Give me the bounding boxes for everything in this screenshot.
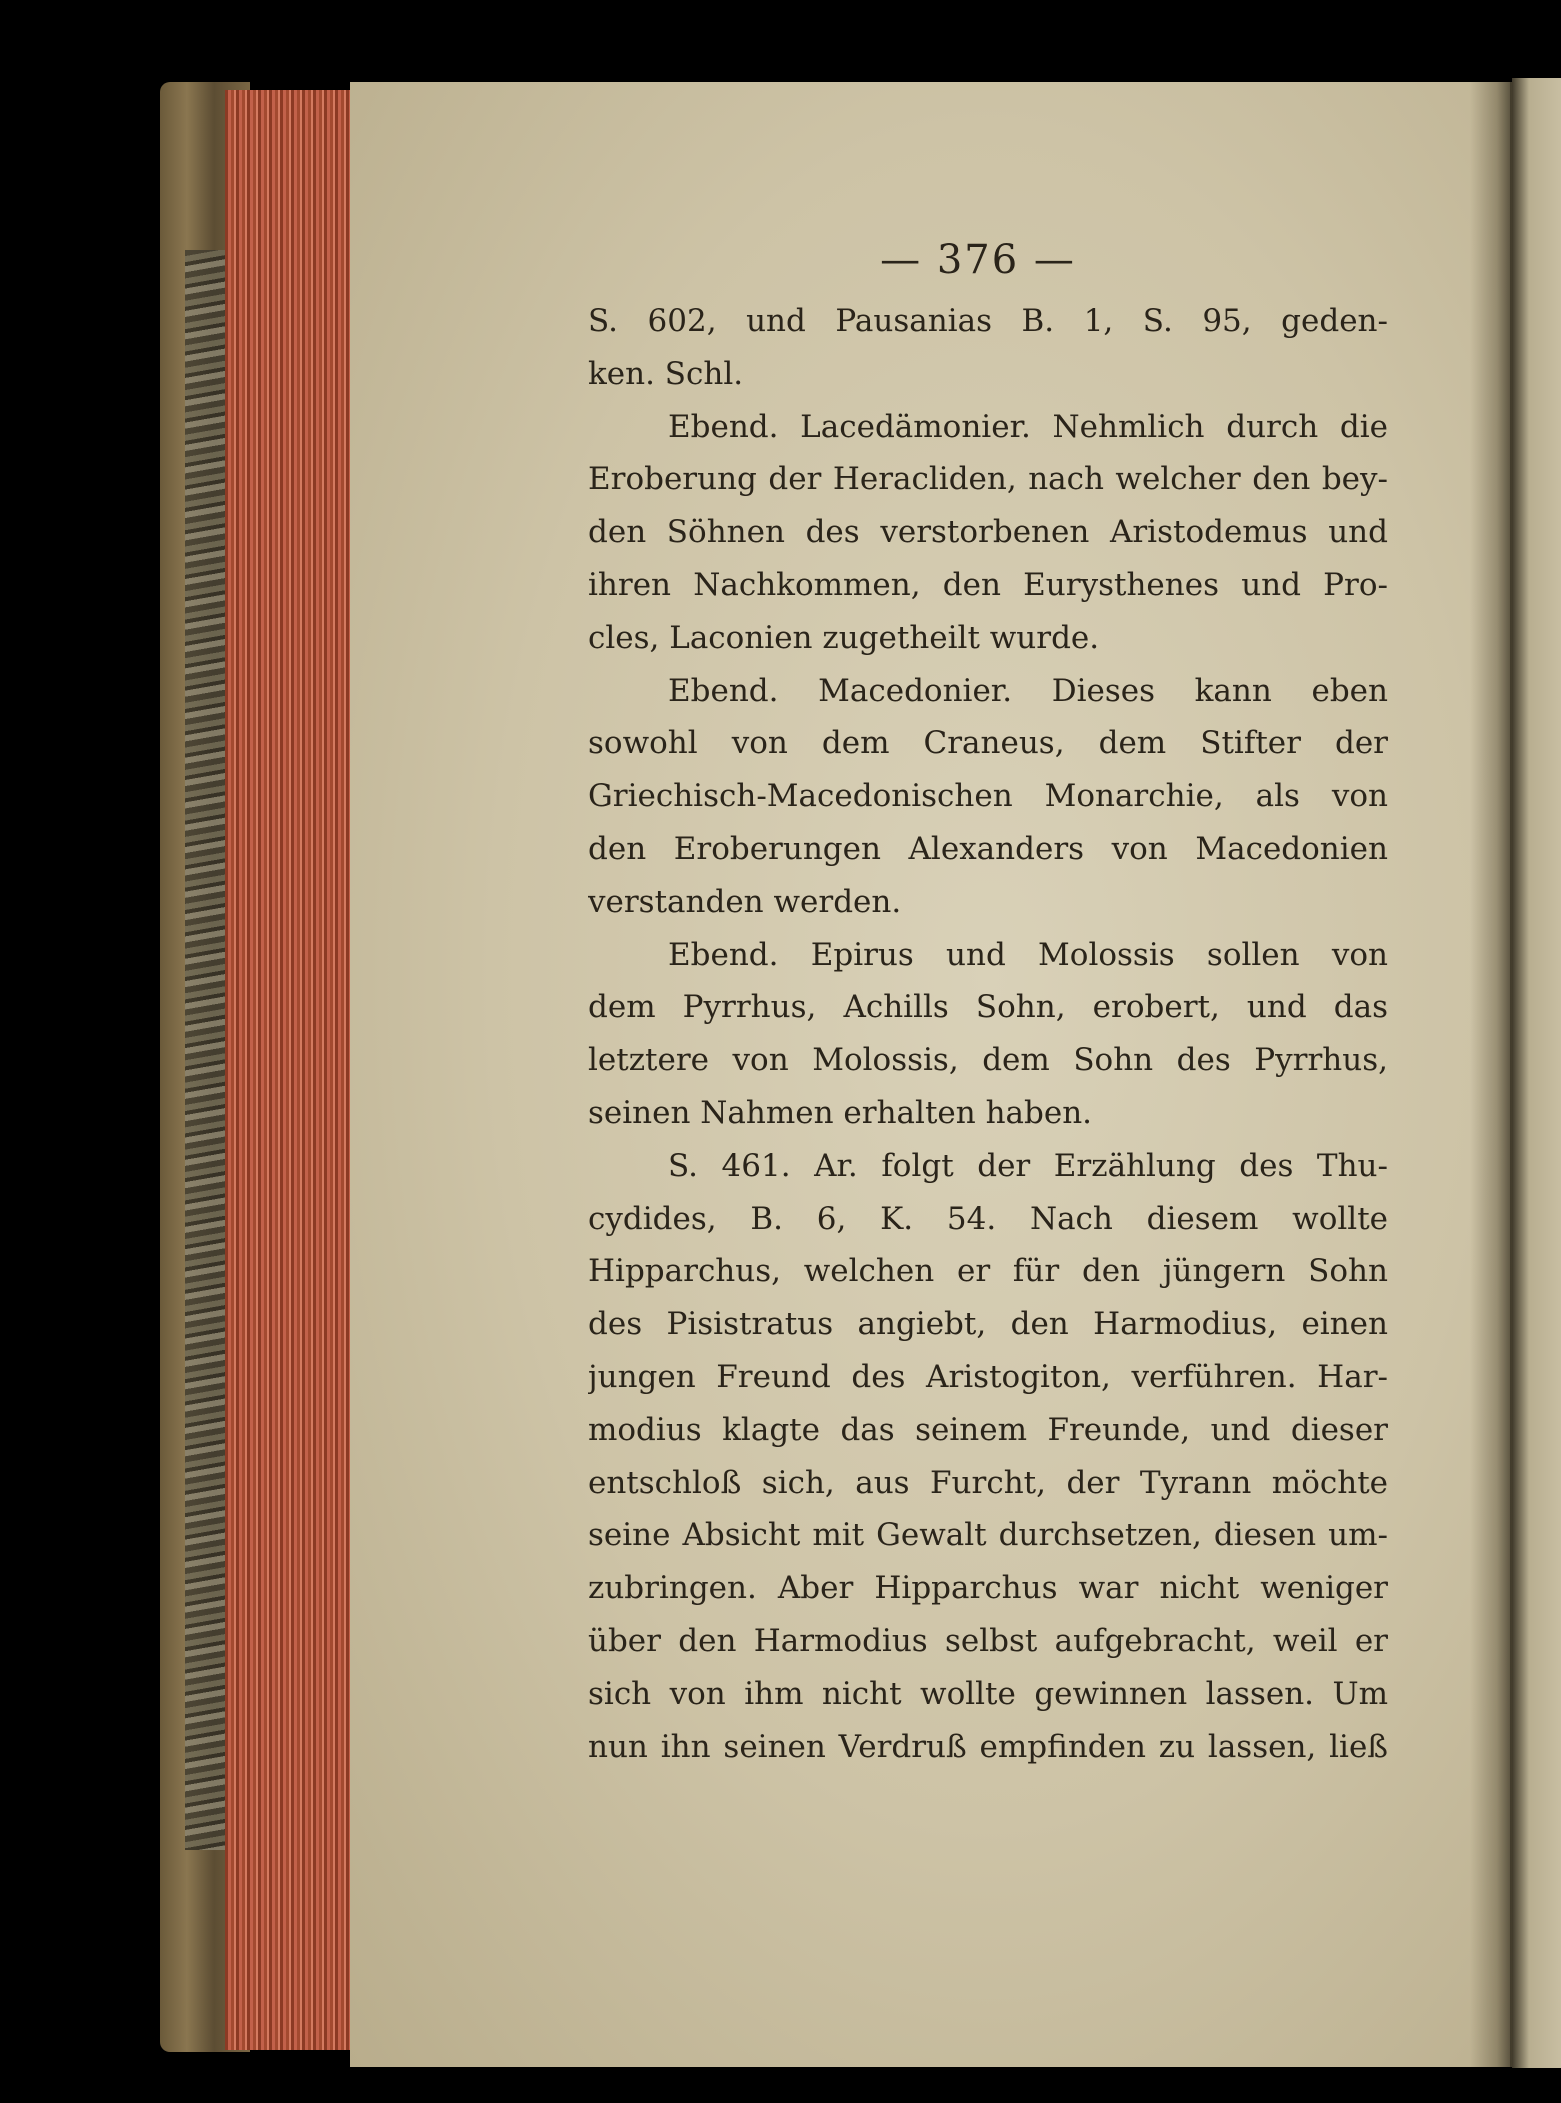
facing-page-edge [1512,78,1561,2068]
text-line: cles, Laconien zugetheilt wurde. [588,619,1100,656]
text-line: cydides, B. 6, K. 54. Nach diesem wollte [588,1200,1388,1237]
text-line: sowohl von dem Craneus, dem Stifter der [588,725,1388,762]
red-page-edges [225,90,359,2050]
text-line: Hipparchus, welchen er für den jüngern Sohn [588,1253,1388,1290]
text-line: Ebend. Epirus und Molossis sollen von [668,936,1388,973]
text-line: Ebend. Macedonier. Dieses kann eben [668,672,1388,709]
text-line: über den Harmodius selbst aufgebracht, weil er [588,1622,1388,1659]
text-line: Eroberung der Heracliden, nach welcher den bey- [588,461,1388,498]
page-gutter-shadow [1470,82,1515,2067]
text-line: S. 602, und Pausanias B. 1, S. 95, geden- [588,303,1388,339]
text-line: letztere von Molossis, dem Sohn des Pyrrhus, [588,1042,1388,1079]
text-line: des Pisistratus angiebt, den Harmodius, einen [588,1306,1388,1343]
text-line: Ebend. Lacedämonier. Nehmlich durch die [668,408,1388,445]
text-line: entschloß sich, aus Furcht, der Tyrann möchte [588,1464,1388,1501]
text-line: den Eroberungen Alexanders von Macedonien [588,830,1388,867]
text-line: sich von ihm nicht wollte gewinnen lassen. Um [588,1675,1388,1712]
text-line: seinen Nahmen erhalten haben. [588,1094,1093,1131]
text-line: den Söhnen des verstorbenen Aristodemus und [588,514,1388,551]
page-number: — 376 — [880,237,1076,283]
page-text [588,225,1388,1773]
text-line: seine Absicht mit Gewalt durchsetzen, diesen um- [588,1517,1388,1554]
text-line: modius klagte das seinem Freunde, und dieser [588,1411,1388,1448]
text-line: zubringen. Aber Hipparchus war nicht weniger [588,1570,1388,1607]
text-line: verstanden werden. [588,883,902,920]
text-line: Griechisch-Macedonischen Monarchie, als von [588,778,1388,815]
text-line: dem Pyrrhus, Achills Sohn, erobert, und das [588,989,1388,1026]
text-line: S. 461. Ar. folgt der Erzählung des Thu- [668,1147,1388,1184]
text-line: jungen Freund des Aristogiton, verführen. Har- [588,1358,1388,1395]
text-line: nun ihn seinen Verdruß empfinden zu lassen, ließ [588,1728,1388,1765]
text-line: ihren Nachkommen, den Eurysthenes und Pro- [588,566,1388,603]
text-line: ken. Schl. [588,355,744,392]
